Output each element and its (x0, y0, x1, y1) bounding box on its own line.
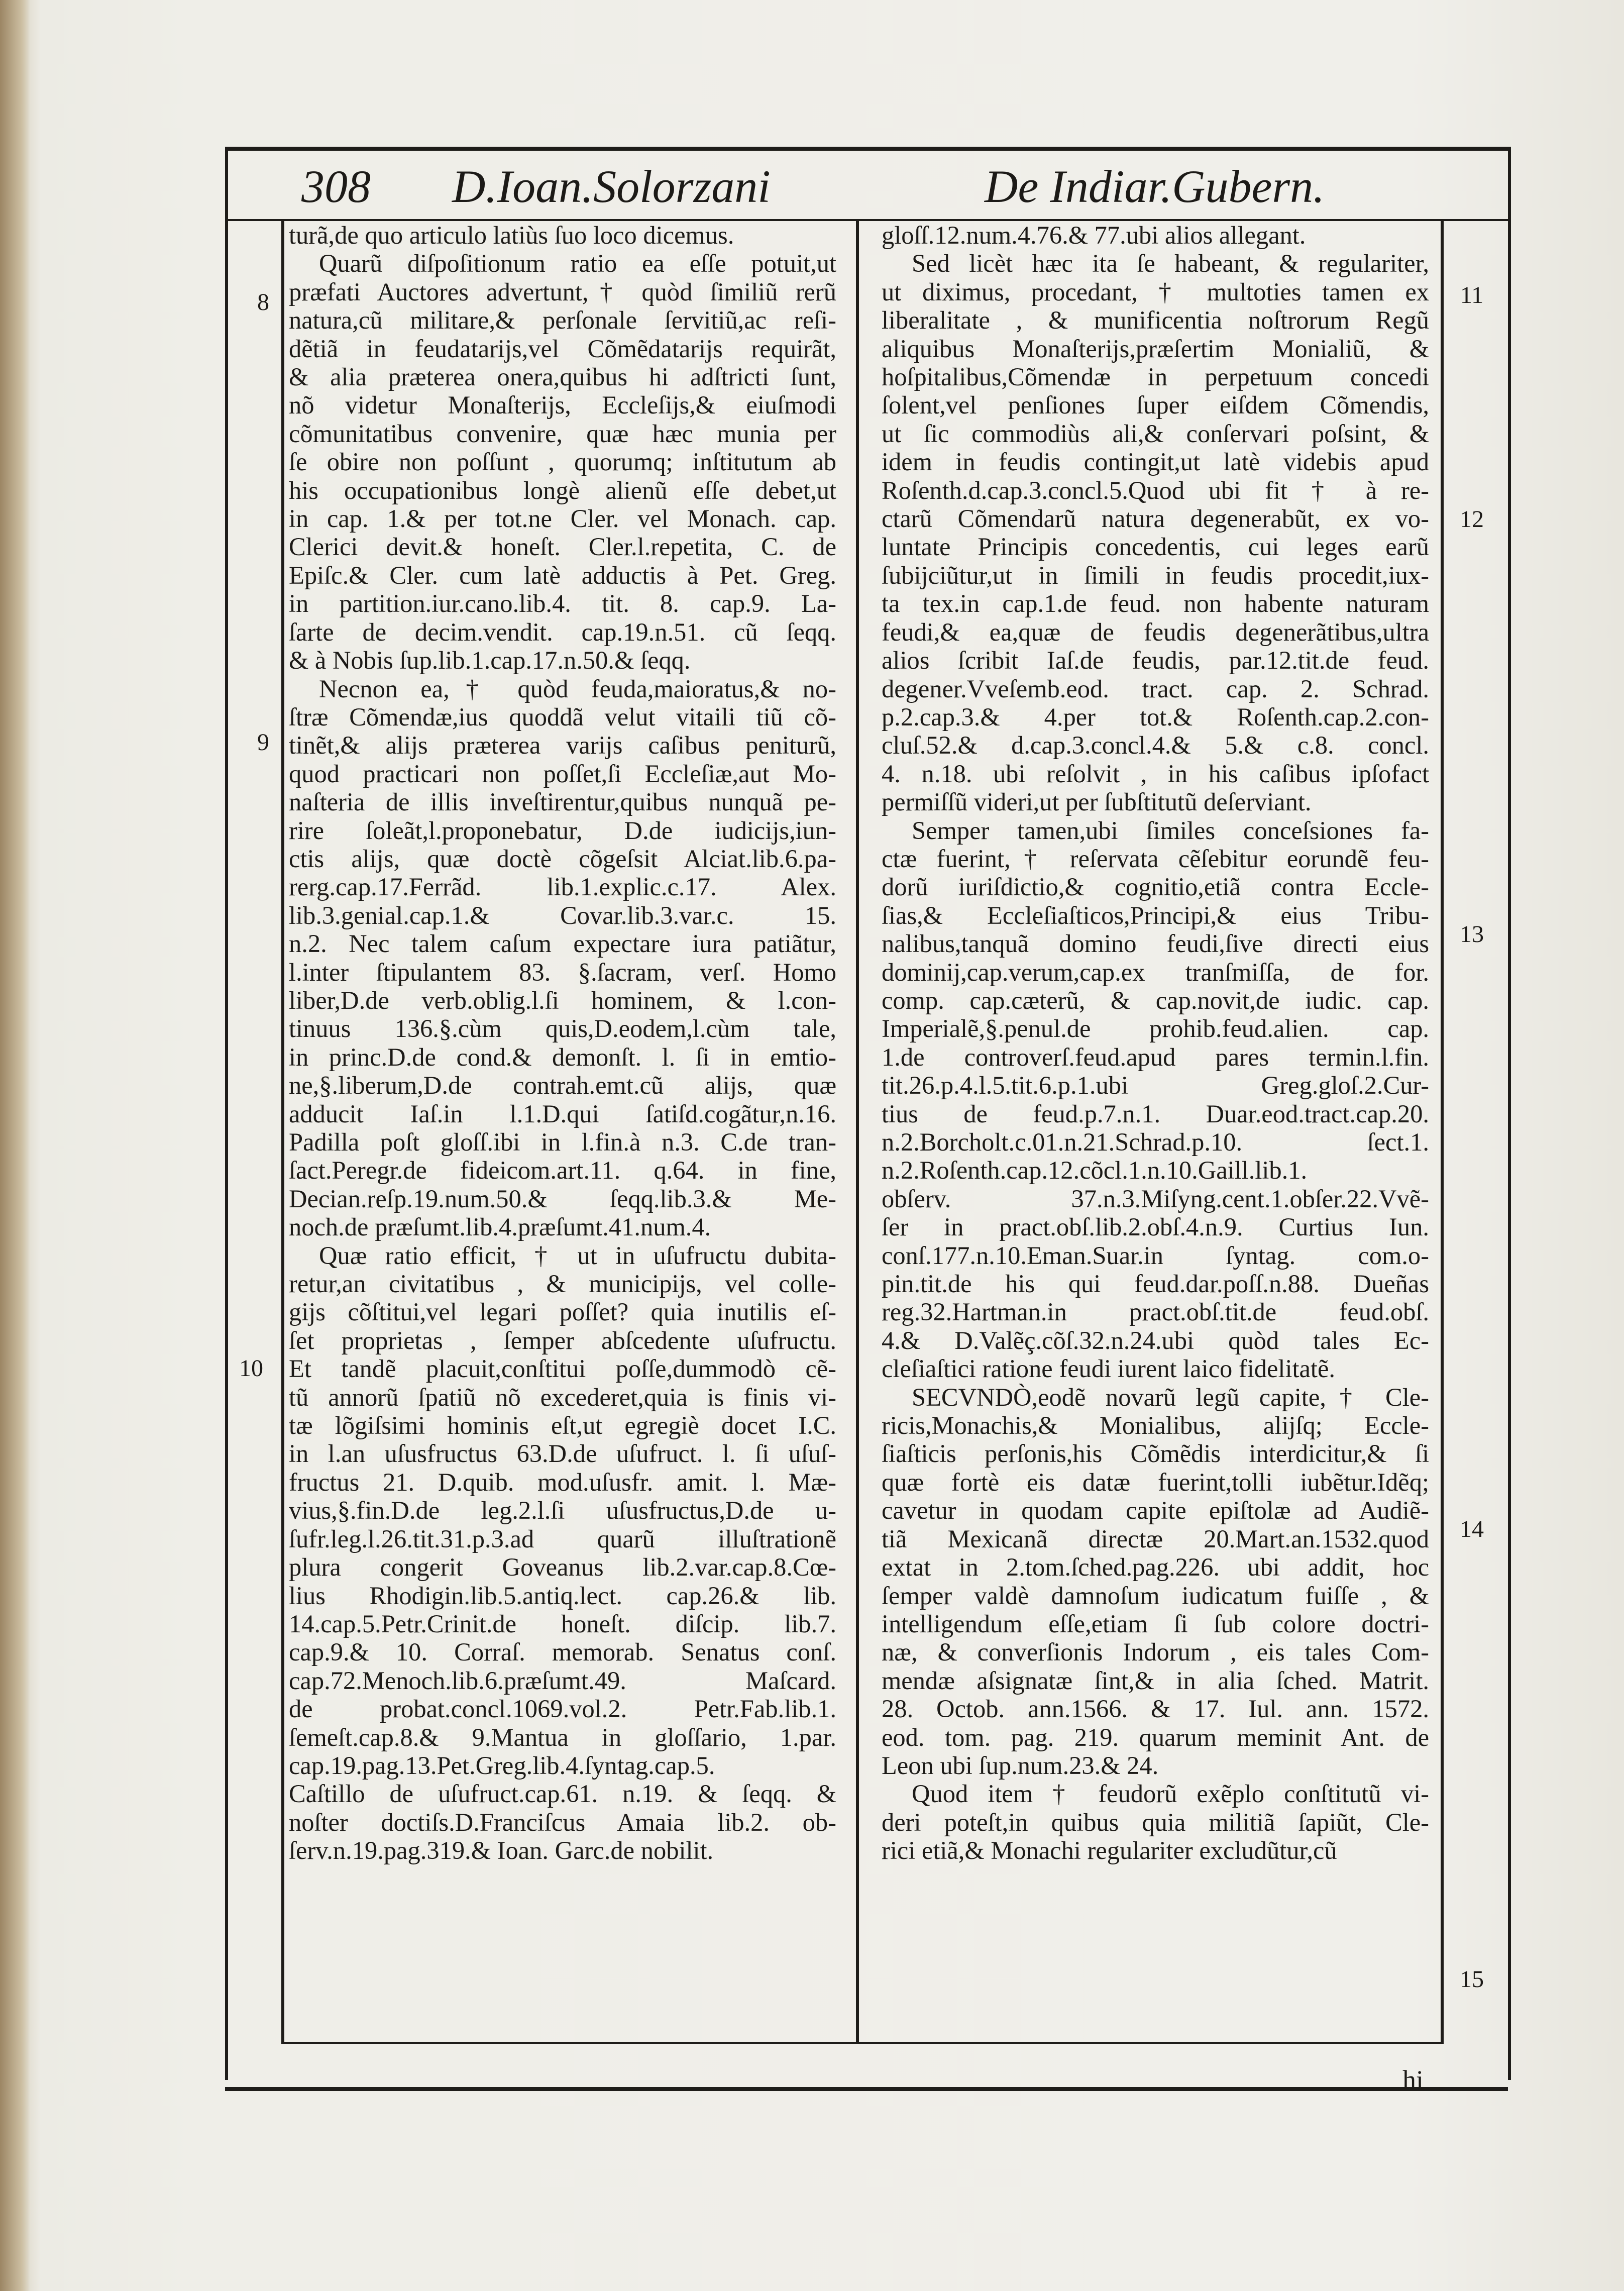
text-line: ſiaſticis perſonis,his Cõmẽdis interdicitur,& ſi (882, 1439, 1429, 1468)
text-line: & à Nobis ſup.lib.1.cap.17.n.50.& ſeqq. (289, 646, 691, 675)
text-line: præfati Auctores advertunt,† quòd ſimiliũ rerũ (289, 277, 836, 306)
text-line: Clerici devit.& honeſt. Cler.l.repetita, C. de (289, 533, 836, 561)
text-line: quæ fortè eis datæ fuerint,tolli iubẽtur.Idẽq; (882, 1468, 1429, 1496)
text-line: & alia præterea onera,quibus hi adſtricti ſunt, (289, 363, 836, 391)
text-line: intelligendum eſſe,etiam ſi ſub colore doctri- (882, 1609, 1429, 1638)
text-line: lius Rhodigin.lib.5.antiq.lect. cap.26.& lib. (289, 1581, 836, 1610)
text-line: retur,an civitatibus , & municipijs, vel colle- (289, 1270, 836, 1298)
text-line: 1.de controverſ.feud.apud pares termin.l.fin. (882, 1043, 1429, 1071)
page-number: 308 (301, 161, 371, 212)
text-line: comp. cap.cæterũ, & cap.novit,de iudic. cap. (882, 986, 1429, 1014)
text-line: degener.Vveſemb.eod. tract. cap. 2. Schrad. (882, 674, 1429, 703)
text-line: pin.tit.de his qui feud.dar.poſſ.n.88. Dueñas (882, 1270, 1429, 1298)
text-line: Decian.reſp.19.num.50.& ſeqq.lib.3.& Me- (289, 1184, 836, 1213)
text-line: Quod item † feudorũ exẽplo conſtitutũ vi- (912, 1780, 1429, 1808)
text-line: ſufr.leg.l.26.tit.31.p.3.ad quarũ illuſtrationẽ (289, 1524, 836, 1553)
text-line: Caſtillo de uſufruct.cap.61. n.19. & ſeqq. & (289, 1780, 836, 1808)
text-line: his occupationibus longè alienũ eſſe debet,ut (289, 476, 836, 504)
text-line: de probat.concl.1069.vol.2. Petr.Fab.lib.1. (289, 1695, 836, 1723)
text-line: n.2. Nec talem caſum expectare iura patiãtur, (289, 929, 836, 958)
text-line: in cap. 1.& per tot.ne Cler. vel Monach. cap. (289, 504, 836, 533)
header-rule (225, 147, 1508, 151)
text-line: ctarũ Cõmendarũ natura degenerabũt, ex vo- (882, 504, 1429, 533)
catchword: hi (1402, 2065, 1424, 2095)
text-line: Padilla poſt gloſſ.ibi in l.fin.à n.3. C.de tran- (289, 1128, 836, 1156)
text-line: in partition.iur.cano.lib.4. tit. 8. cap.9. La- (289, 589, 836, 618)
column-right-rule (1441, 221, 1444, 2044)
text-line: quod practicari non poſſet,ſi Eccleſiæ,aut Mo- (289, 759, 836, 788)
text-line: SECVNDÒ,eodẽ novarũ legũ capite,† Cle- (912, 1383, 1429, 1411)
margin-number: 9 (257, 729, 269, 756)
text-line: ſarte de decim.vendit. cap.19.n.51. cũ ſeqq. (289, 617, 836, 646)
text-line: n.2.Roſenth.cap.12.cõcl.1.n.10.Gaill.lib.1. (882, 1156, 1308, 1185)
text-line: ut diximus, procedant, † multoties tamen ex (882, 277, 1429, 306)
binding-edge (0, 0, 30, 2291)
text-line: noſter doctiſs.D.Franciſcus Amaia lib.2. ob- (289, 1808, 836, 1836)
column-bottom-rule (281, 2042, 1444, 2044)
text-line: ut ſic commodiùs ali,& conſervari poſsint, & (882, 419, 1429, 448)
text-line: tinuus 136.§.cùm quis,D.eodem,l.cùm tale, (289, 1014, 836, 1043)
margin-number: 12 (1460, 506, 1484, 533)
text-line: Necnon ea,† quòd feuda,maioratus,& no- (319, 674, 836, 703)
text-line: ſolent,vel penſiones ſuper eiſdem Cõmendis, (882, 391, 1429, 420)
text-line: tit.26.p.4.l.5.tit.6.p.1.ubi Greg.gloſ.2.Cur- (882, 1071, 1429, 1100)
text-line: dorũ iuriſdictio,& cognitio,etiã contra Eccle- (882, 873, 1429, 901)
text-line: feudi,& ea,quæ de feudis degenerãtibus,ultra (882, 617, 1429, 646)
text-line: p.2.cap.3.& 4.per tot.& Roſenth.cap.2.con- (882, 702, 1429, 731)
text-line: cõmunitatibus convenire, quæ hæc munia per (289, 419, 836, 448)
text-line: liberalitate , & munificentia noſtrorum Regũ (882, 306, 1429, 335)
text-line: conſ.177.n.10.Eman.Suar.in ſyntag. com.o- (882, 1241, 1429, 1270)
text-line: liber,D.de verb.oblig.l.ſi hominem, & l.con- (289, 986, 836, 1014)
text-line: cap.19.pag.13.Pet.Greg.lib.4.ſyntag.cap.5. (289, 1751, 715, 1780)
text-line: alios ſcribit Iaſ.de feudis, par.12.tit.de feud. (882, 646, 1429, 675)
text-line: obſerv. 37.n.3.Miſyng.cent.1.obſer.22.Vvẽ- (882, 1184, 1429, 1213)
text-line: ricis,Monachis,& Monialibus, alijſq; Eccle- (882, 1411, 1429, 1440)
text-line: cap.72.Menoch.lib.6.præſumt.49. Maſcard. (289, 1666, 836, 1695)
margin-number: 14 (1460, 1516, 1484, 1542)
text-line: hoſpitalibus,Cõmendæ in perpetuum concedi (882, 363, 1429, 391)
text-line: turã,de quo articulo latiùs ſuo loco dicemus. (289, 221, 734, 249)
text-line: mendæ aſsignatæ ſint,& in alia ſched. Matrit. (882, 1666, 1429, 1695)
text-line: noch.de præſumt.lib.4.præſumt.41.num.4. (289, 1213, 711, 1241)
text-line: rici etiã,& Monachi regulariter excludũtur,cũ (882, 1836, 1337, 1865)
text-line: ſer in pract.obſ.lib.2.obſ.4.n.9. Curtius Iun. (882, 1213, 1429, 1241)
left-text-column (289, 221, 836, 1865)
text-line: Leon ubi ſup.num.23.& 24. (882, 1751, 1159, 1780)
text-line: aliquibus Monaſterijs,præſertim Monialiũ, & (882, 334, 1429, 363)
text-line: ſemper valdè damnoſum iudicatum fuiſſe , & (882, 1581, 1429, 1610)
text-line: tũ annorũ ſpatiũ nõ excederet,quia is finis vi- (289, 1383, 836, 1411)
text-line: eod. tom. pag. 219. quarum meminit Ant. de (882, 1723, 1429, 1751)
text-line: n.2.Borcholt.c.01.n.21.Schrad.p.10. ſect.1. (882, 1128, 1429, 1156)
margin-number: 11 (1460, 282, 1484, 308)
text-line: Quæ ratio efficit, † ut in uſufructu dubita- (319, 1241, 836, 1270)
margin-number: 15 (1460, 1966, 1484, 1993)
text-line: ſe obire non poſſunt , quorumq; inſtitutum ab (289, 448, 836, 476)
text-line: ſias,& Eccleſiaſticos,Principi,& eius Tribu- (882, 901, 1429, 929)
text-line: ctæ fuerint,† reſervata cẽſebitur eorundẽ feu- (882, 844, 1429, 873)
text-line: 14.cap.5.Petr.Crinit.de honeſt. diſcip. lib.7. (289, 1609, 836, 1638)
text-line: idem in feudis contingit,ut latè videbis apud (882, 448, 1429, 476)
text-line: tinẽt,& alijs præterea varijs caſibus peniturũ, (289, 731, 836, 760)
text-line: gijs cõſtitui,vel legari poſſet? quia inutilis eſ- (289, 1298, 836, 1326)
right-text-column (882, 221, 1429, 1865)
text-line: Epiſc.& Cler. cum latè adductis à Pet. Greg. (289, 561, 836, 589)
text-line: ſet proprietas , ſemper abſcedente uſufructu. (289, 1326, 836, 1355)
text-line: extat in 2.tom.ſched.pag.226. ubi addit, hoc (882, 1553, 1429, 1582)
text-line: rerg.cap.17.Ferrãd. lib.1.explic.c.17. Alex. (289, 873, 836, 901)
text-line: ſubijciũtur,ut in ſimili in feudis procedit,iux- (882, 561, 1429, 589)
text-line: tius de feud.p.7.n.1. Duar.eod.tract.cap.20. (882, 1099, 1429, 1128)
column-left-rule (281, 221, 284, 2044)
running-author: D.Ioan.Solorzani (452, 161, 771, 212)
text-line: ſerv.n.19.pag.319.& Ioan. Garc.de nobilit. (289, 1836, 714, 1865)
text-line: lib.3.genial.cap.1.& Covar.lib.3.var.c. 15. (289, 901, 836, 929)
text-line: in princ.D.de cond.& demonſt. l. ſi in emtio- (289, 1043, 836, 1071)
text-line: cap.9.& 10. Corraſ. memorab. Senatus conſ. (289, 1638, 836, 1667)
text-line: naſteria de illis inveſtirentur,quibus nunquã pe- (289, 788, 836, 816)
text-line: deri poteſt,in quibus quia militiã ſapiũt, Cle- (882, 1808, 1429, 1836)
text-line: adducit Iaſ.in l.1.D.qui ſatiſd.cogãtur,n.16. (289, 1099, 836, 1128)
text-line: nalibus,tanquã domino feudi,ſive directi eius (882, 929, 1429, 958)
text-line: reg.32.Hartman.in pract.obſ.tit.de feud.obſ. (882, 1298, 1429, 1326)
text-line: vius,§.fin.D.de leg.2.l.ſi uſusfructus,D.de u- (289, 1496, 836, 1525)
text-line: dominij,cap.verum,cap.ex tranſmiſſa, de for. (882, 958, 1429, 986)
text-line: tæ lõgiſsimi hominis eſt,ut egregiè docet I.C. (289, 1411, 836, 1440)
text-line: plura congerit Goveanus lib.2.var.cap.8.Cœ- (289, 1553, 836, 1582)
text-line: ta tex.in cap.1.de feud. non habente naturam (882, 589, 1429, 618)
text-line: ſemeſt.cap.8.& 9.Mantua in gloſſario, 1.par. (289, 1723, 836, 1751)
text-line: fructus 21. D.quib. mod.uſusfr. amit. l. Mæ- (289, 1468, 836, 1496)
text-line: ctis alijs, quæ doctè cõgeſsit Alciat.lib.6.pa- (289, 844, 836, 873)
text-line: Sed licèt hæc ita ſe habeant, & regulariter, (912, 249, 1429, 278)
text-line: Semper tamen,ubi ſimiles conceſsiones fa- (912, 816, 1429, 845)
text-line: cavetur in quodam capite epiſtolæ ad Audiẽ- (882, 1496, 1429, 1525)
margin-number: 8 (257, 289, 269, 316)
text-line: Imperialẽ,§.penul.de prohib.feud.alien. cap. (882, 1014, 1429, 1043)
column-divider-rule (856, 221, 859, 2044)
text-line: Quarũ diſpoſitionum ratio ea eſſe potuit,ut (319, 249, 836, 278)
text-line: permiſſũ videri,ut per ſubſtitutũ deſerviant. (882, 788, 1312, 816)
margin-number: 10 (239, 1355, 263, 1382)
text-line: cluſ.52.& d.cap.3.concl.4.& 5.& c.8. concl. (882, 731, 1429, 760)
running-title: De Indiar.Gubern. (985, 161, 1325, 212)
text-line: Et tandẽ placuit,conſtitui poſſe,dummodò cẽ- (289, 1355, 836, 1383)
text-line: natura,cũ militare,& perſonale ſervitiũ,ac reſi- (289, 306, 836, 335)
text-line: tiã Mexicanã directæ 20.Mart.an.1532.quod (882, 1524, 1429, 1553)
text-line: ſact.Peregr.de fideicom.art.11. q.64. in fine, (289, 1156, 836, 1185)
text-line: nõ videtur Monaſterijs, Eccleſijs,& eiuſmodi (289, 391, 836, 420)
text-line: 4. n.18. ubi reſolvit , in his caſibus ipſofact (882, 759, 1429, 788)
text-line: gloſſ.12.num.4.76.& 77.ubi alios allegant. (882, 221, 1306, 249)
text-line: in l.an uſusfructus 63.D.de uſufruct. l. ſi uſuſ- (289, 1439, 836, 1468)
text-line: cleſiaſtici ratione feudi iurent laico fidelitatẽ. (882, 1355, 1335, 1383)
text-line: dẽtiã in feudatarijs,vel Cõmẽdatarijs requirãt, (289, 334, 836, 363)
text-line: rire ſoleãt,l.proponebatur, D.de iudicijs,iun- (289, 816, 836, 845)
text-line: l.inter ſtipulantem 83. §.ſacram, verſ. Homo (289, 958, 836, 986)
text-line: luntate Principis concedentis, cui leges earũ (882, 533, 1429, 561)
text-line: ſtræ Cõmendæ,ius quoddã velut vitaili tiũ cõ- (289, 702, 836, 731)
text-line: næ, & converſionis Indorum , eis tales Com- (882, 1638, 1429, 1667)
footer-rule (225, 2087, 1508, 2091)
text-line: ne,§.liberum,D.de contrah.emt.cũ alijs, quæ (289, 1071, 836, 1100)
text-line: 28. Octob. ann.1566. & 17. Iul. ann. 1572. (882, 1695, 1429, 1723)
text-line: Roſenth.d.cap.3.concl.5.Quod ubi fit † à re- (882, 476, 1429, 504)
text-line: 4.& D.Valẽç.cõſ.32.n.24.ubi quòd tales Ec- (882, 1326, 1429, 1355)
margin-number: 13 (1460, 921, 1484, 948)
